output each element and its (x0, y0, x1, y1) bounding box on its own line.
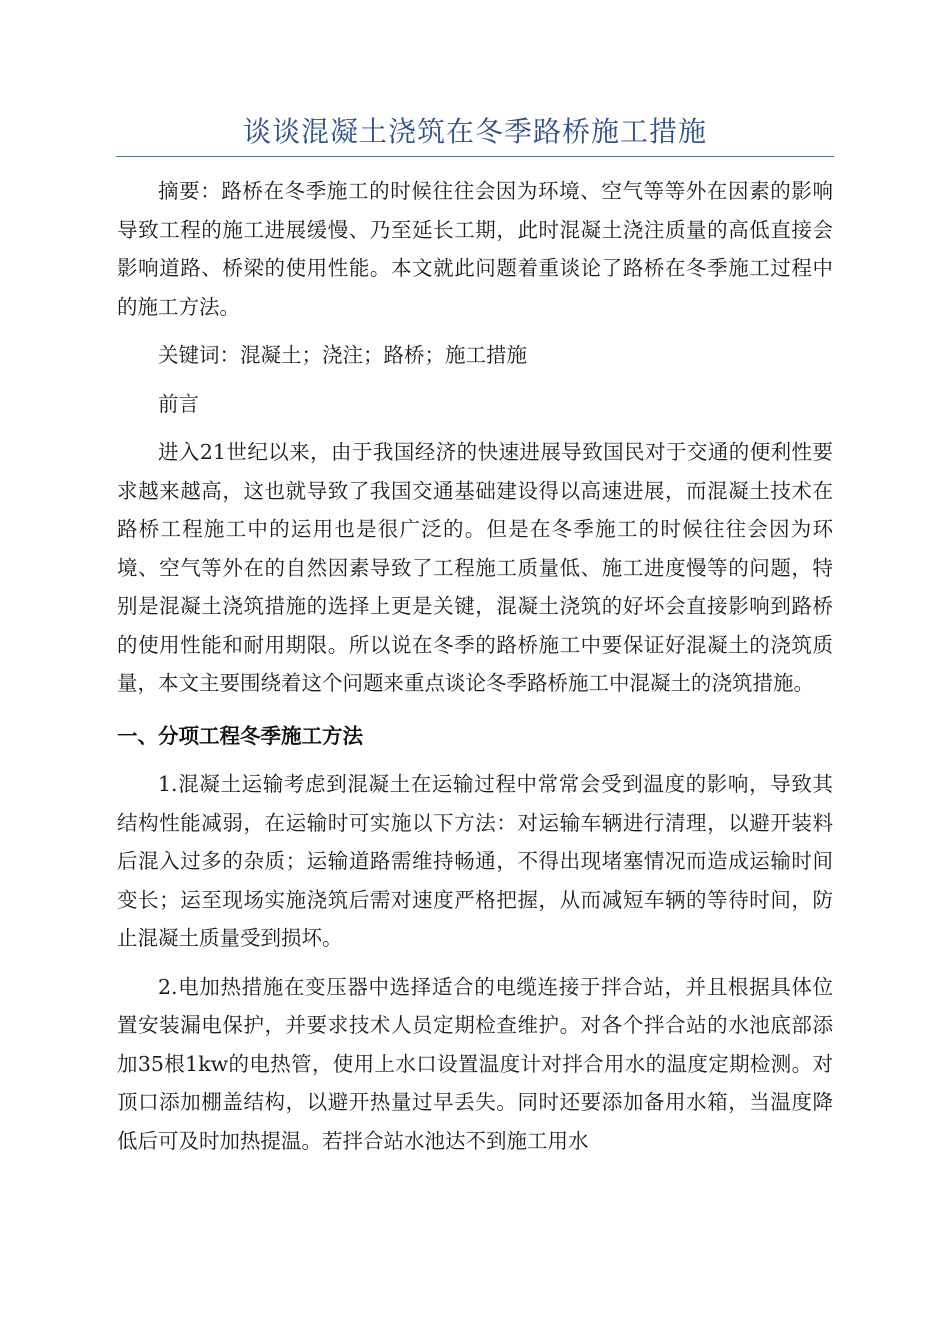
preface-paragraph: 进入21世纪以来，由于我国经济的快速进展导致国民对于交通的便利性要求越来越高，这也就导致了我国交通基础建设得以高速进展，而混凝土技术在路桥工程施工中的运用也是很广泛的。但是在冬季施工的时候往往会因为环境、空气等外在的自然因素导致了工程施工质量低、施工进度慢等的问题，特别是混凝土浇筑措施的选择上更是关键，混凝土浇筑的好坏会直接影响到路桥的使用性能和耐用期限。所以说在冬季的路桥施工中要保证好混凝土的浇筑质量，本文主要围绕着这个问题来重点谈论冬季路桥施工中混凝土的浇筑措施。 (117, 440, 833, 695)
document-title: 谈谈混凝土浇筑在冬季路桥施工措施 (242, 115, 707, 148)
title-block (116, 112, 834, 157)
list-item-transport: 1.混凝土运输考虑到混凝土在运输过程中常常会受到温度的影响，导致其结构性能减弱，在运输时可实施以下方法：对运输车辆进行清理，以避开装料后混入过多的杂质；运输道路需维持畅通，不得出现堵塞情况而造成运输时间变长；运至现场实施浇筑后需对速度严格把握，从而减短车辆的等待时间，防止混凝土质量受到损坏。 (117, 772, 833, 950)
keywords-paragraph: 关键词：混凝土；浇注；路桥；施工措施 (158, 343, 527, 367)
section-heading: 一、分项工程冬季施工方法 (117, 723, 363, 748)
list-item-heating: 2.电加热措施在变压器中选择适合的电缆连接于拌合站，并且根据具体位置安装漏电保护，并要求技术人员定期检查维护。对各个拌合站的水池底部添加35根1kw的电热管，使用上水口设置温度计对拌合用水的温度定期检测。对顶口添加棚盖结构，以避开热量过早丢失。同时还要添加备用水箱，当温度降低后可及时加热提温。若拌合站水池达不到施工用水 (117, 974, 833, 1153)
abstract-paragraph: 摘要：路桥在冬季施工的时候往往会因为环境、空气等等外在因素的影响导致工程的施工进展缓慢、乃至延长工期，此时混凝土浇注质量的高低直接会影响道路、桥梁的使用性能。本文就此问题着重谈论了路桥在冬季施工过程中的施工方法。 (117, 179, 833, 319)
preface-heading: 前言 (158, 391, 199, 416)
document-body (117, 172, 833, 1160)
